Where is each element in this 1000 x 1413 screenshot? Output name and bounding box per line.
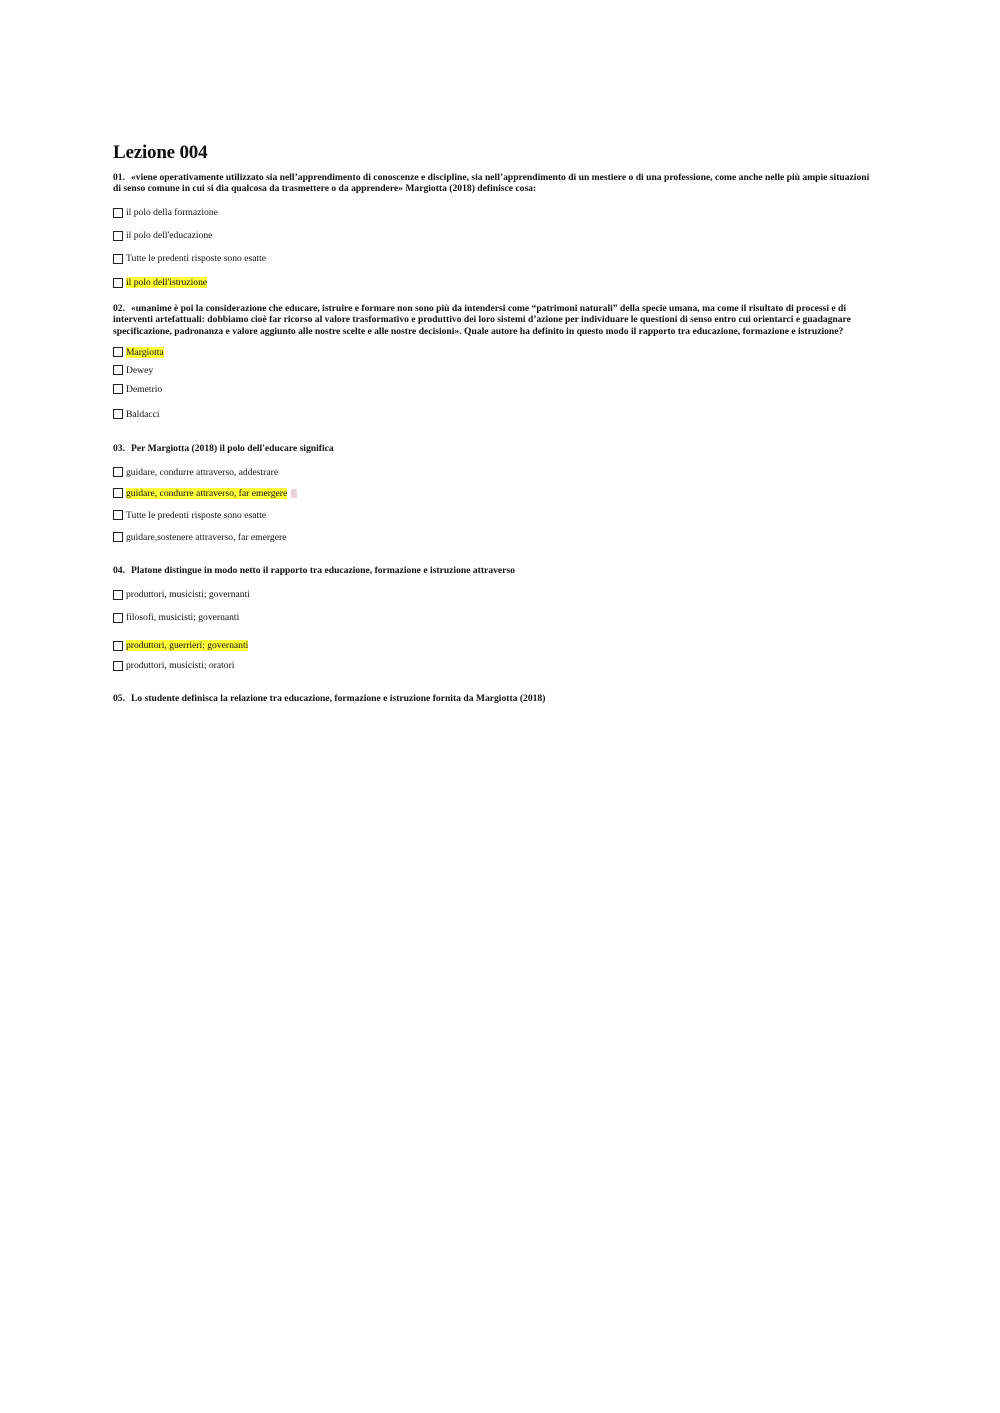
option[interactable] [113, 530, 873, 544]
question-number: 05. [113, 692, 125, 704]
checkbox[interactable] [113, 467, 123, 477]
question-04 [113, 565, 873, 672]
option-label: Tutte le predenti risposte sono esatte [126, 509, 267, 521]
options-list [113, 345, 873, 421]
checkbox[interactable] [113, 590, 123, 600]
option-label: Tutte le predenti risposte sono esatte [126, 253, 267, 265]
option-highlighted[interactable] [113, 345, 873, 359]
checkbox[interactable] [113, 384, 123, 394]
question-text: 03. Per Margiotta (2018) il polo dell'educare significa [113, 443, 334, 455]
checkbox[interactable] [113, 641, 123, 651]
checkbox[interactable] [113, 661, 123, 671]
options-list [113, 465, 873, 544]
page-title: Lezione 004 [113, 142, 208, 163]
checkbox[interactable] [113, 409, 123, 419]
options-list [113, 588, 873, 673]
question-number: 04. [113, 565, 125, 577]
option-label: Demetrio [126, 383, 163, 395]
option-label: Baldacci [126, 408, 160, 420]
option[interactable] [113, 252, 873, 266]
option-label: Margiotta [126, 346, 164, 358]
option[interactable] [113, 588, 873, 602]
question-number: 03. [113, 443, 125, 455]
option[interactable] [113, 206, 873, 220]
option[interactable] [113, 611, 873, 625]
checkbox[interactable] [113, 488, 123, 498]
option-label: guidare, condurre attraverso, addestrare [126, 466, 279, 478]
checkbox[interactable] [113, 254, 123, 264]
question-05 [113, 693, 873, 704]
question-text: 05. Lo studente definisca la relazione tra educazione, formazione e istruzione fornita da Margiotta (2018) [113, 692, 546, 704]
option-label: il polo della formazione [126, 207, 218, 219]
option-label: guidare,sostenere attraverso, far emergere [126, 531, 287, 543]
question-text: 02. «unanime è poi la considerazione che educare, istruire e formare non sono più da intendersi come “patrimoni naturali” della specie umana, ma come il risultato di processi e di interventi artefattuali: dobbiamo cioè far ricorso al valore trasformativo e produttivo dei loro sistemi d’azione per individuare le questioni di senso entro cui orientarci e guadagnare specificazione, padronanza e valore aggiunto alle nostre scelte e alle nostre decisioni». Quale autore ha definito in questo modo il rapporto tra educazione, formazione e istruzione? [113, 302, 851, 337]
option[interactable] [113, 229, 873, 243]
option-highlighted[interactable] [113, 276, 873, 290]
option[interactable] [113, 363, 873, 377]
option[interactable] [113, 407, 873, 421]
option-label: guidare, condurre attraverso, far emergere [126, 487, 288, 499]
option-label: filosofi, musicisti; governanti [126, 612, 240, 624]
option[interactable] [113, 382, 873, 396]
question-02 [113, 303, 873, 421]
option-highlighted[interactable] [113, 486, 873, 500]
option-label: Dewey [126, 364, 154, 376]
option-label: produttori, musicisti; oratori [126, 660, 235, 672]
checkbox[interactable] [113, 278, 123, 288]
options-list [113, 206, 873, 290]
checkbox[interactable] [113, 208, 123, 218]
option[interactable] [113, 465, 873, 479]
option-label: il polo dell'istruzione [126, 277, 208, 289]
checkbox[interactable] [113, 347, 123, 357]
checkbox[interactable] [113, 613, 123, 623]
question-text: 01. «viene operativamente utilizzato sia nell’apprendimento di conoscenze e discipline, sia nell’apprendimento di un mestiere o di una professione, come anche nelle più ampie situazioni di senso comune in cui si dia qualcosa da trasmettere o da apprendere» Margiotta (2018) definisce cosa: [113, 172, 870, 195]
annotation-mark [291, 489, 297, 498]
question-number: 02. [113, 302, 125, 314]
option-label: produttori, guerrieri; governanti [126, 640, 249, 652]
checkbox[interactable] [113, 365, 123, 375]
checkbox[interactable] [113, 532, 123, 542]
option-label: il polo dell'educazione [126, 230, 213, 242]
option[interactable] [113, 659, 873, 673]
option[interactable] [113, 508, 873, 522]
question-03 [113, 443, 873, 544]
question-number: 01. [113, 172, 125, 183]
option-highlighted[interactable] [113, 639, 873, 653]
checkbox[interactable] [113, 231, 123, 241]
option-label: produttori, musicisti; governanti [126, 589, 250, 601]
document-page [113, 142, 873, 704]
checkbox[interactable] [113, 510, 123, 520]
question-01 [113, 172, 873, 290]
question-text: 04. Platone distingue in modo netto il rapporto tra educazione, formazione e istruzione attraverso [113, 565, 515, 577]
